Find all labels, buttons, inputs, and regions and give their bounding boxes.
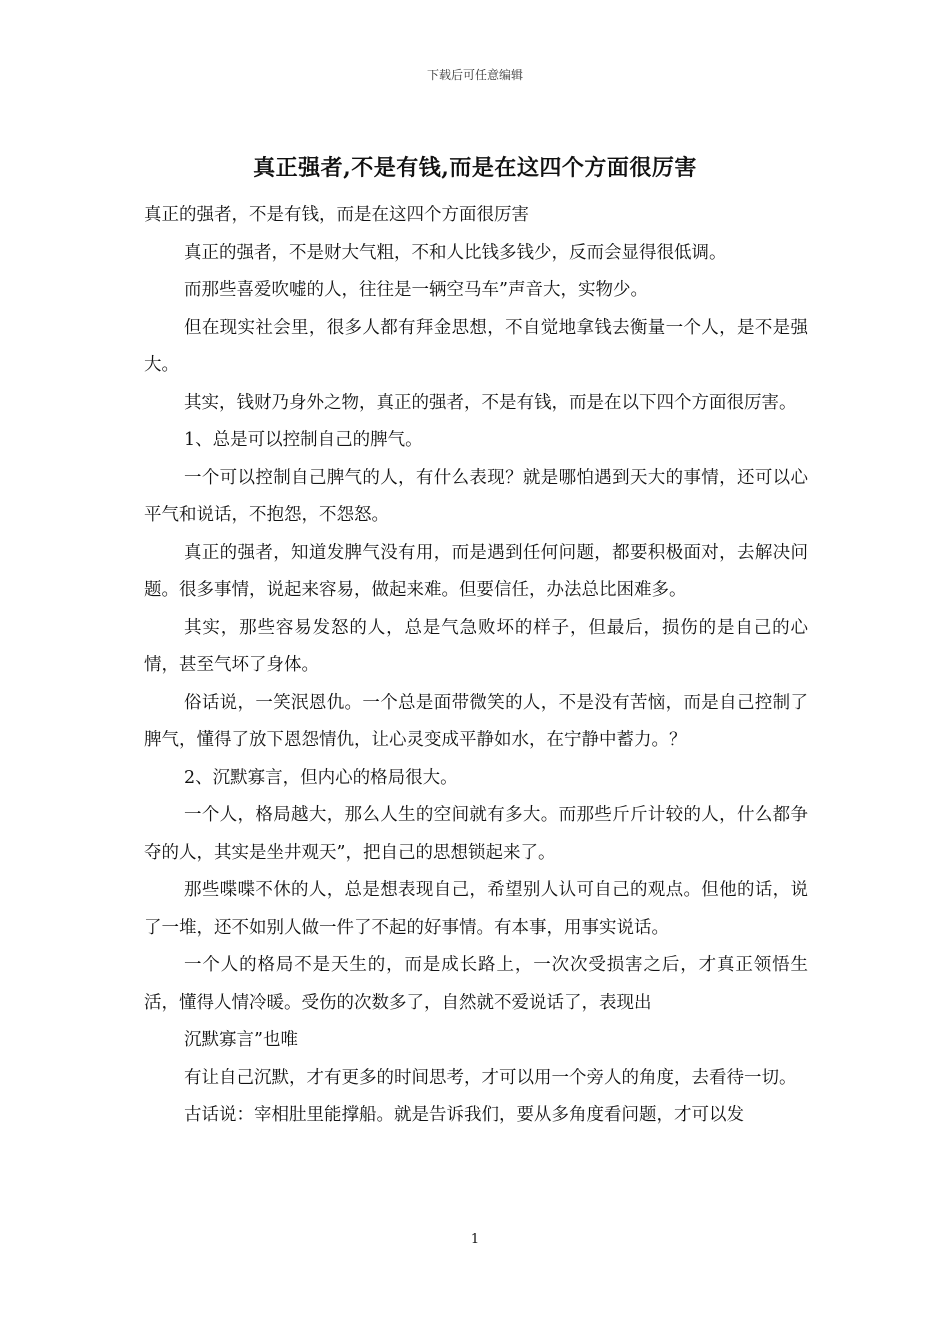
body-paragraph: 但在现实社会里，很多人都有拜金思想，不自觉地拿钱去衡量一个人，是不是强大。 [144,317,808,375]
page-number: 1 [470,1232,480,1247]
document-body [144,197,808,1135]
body-paragraph: 其实，钱财乃身外之物，真正的强者，不是有钱，而是在以下四个方面很厉害。 [184,392,797,413]
body-paragraph: 俗话说，一笑泯恩仇。一个总是面带微笑的人，不是没有苦恼，而是自己控制了脾气，懂得了放下恩怨情仇，让心灵变成平静如水，在宁静中蓄力。？ [144,692,808,750]
body-paragraph: 一个人，格局越大，那么人生的空间就有多大。而那些斤斤计较的人，什么都争夺的人，其实是坐井观天”，把自己的思想锁起来了。 [144,805,808,863]
body-paragraph: 一个可以控制自己脾气的人，有什么表现？就是哪怕遇到天大的事情，还可以心平气和说话，不抱怨，不怨怒。 [144,467,808,525]
body-paragraph: 而那些喜爱吹嘘的人，往往是一辆空马车”声音大，实物少。 [184,280,648,300]
body-paragraph: 那些喋喋不休的人，总是想表现自己，希望别人认可自己的观点。但他的话，说了一堆，还不如别人做一件了不起的好事情。有本事，用事实说话。 [144,880,808,938]
body-paragraph: 有让自己沉默，才有更多的时间思考，才可以用一个旁人的角度，去看待一切。 [184,1067,797,1088]
body-paragraph: 真正的强者，不是有钱，而是在这四个方面很厉害 [144,205,529,225]
header-note: 下载后可任意编辑 [426,68,523,82]
body-paragraph: 一个人的格局不是天生的，而是成长路上，一次次受损害之后，才真正领悟生活，懂得人情冷暖。受伤的次数多了，自然就不爱说话了，表现出 [144,955,808,1013]
body-paragraph: 沉默寡言”也唯 [184,1030,298,1050]
document-title: 真正强者,不是有钱,而是在这四个方面很厉害 [253,155,697,181]
body-paragraph: 真正的强者，知道发脾气没有用，而是遇到任何问题，都要积极面对，去解决问题。很多事情，说起来容易，做起来难。但要信任，办法总比困难多。 [144,542,808,600]
body-paragraph: 2、沉默寡言，但内心的格局很大。 [184,767,458,788]
body-paragraph: 古话说：宰相肚里能撑船。就是告诉我们，要从多角度看问题，才可以发 [184,1105,744,1125]
body-paragraph: 1、总是可以控制自己的脾气。 [184,430,423,450]
body-paragraph: 其实，那些容易发怒的人，总是气急败坏的样子，但最后，损伤的是自己的心情，甚至气坏了身体。 [144,617,808,675]
body-paragraph: 真正的强者，不是财大气粗，不和人比钱多钱少，反而会显得很低调。 [184,242,727,263]
